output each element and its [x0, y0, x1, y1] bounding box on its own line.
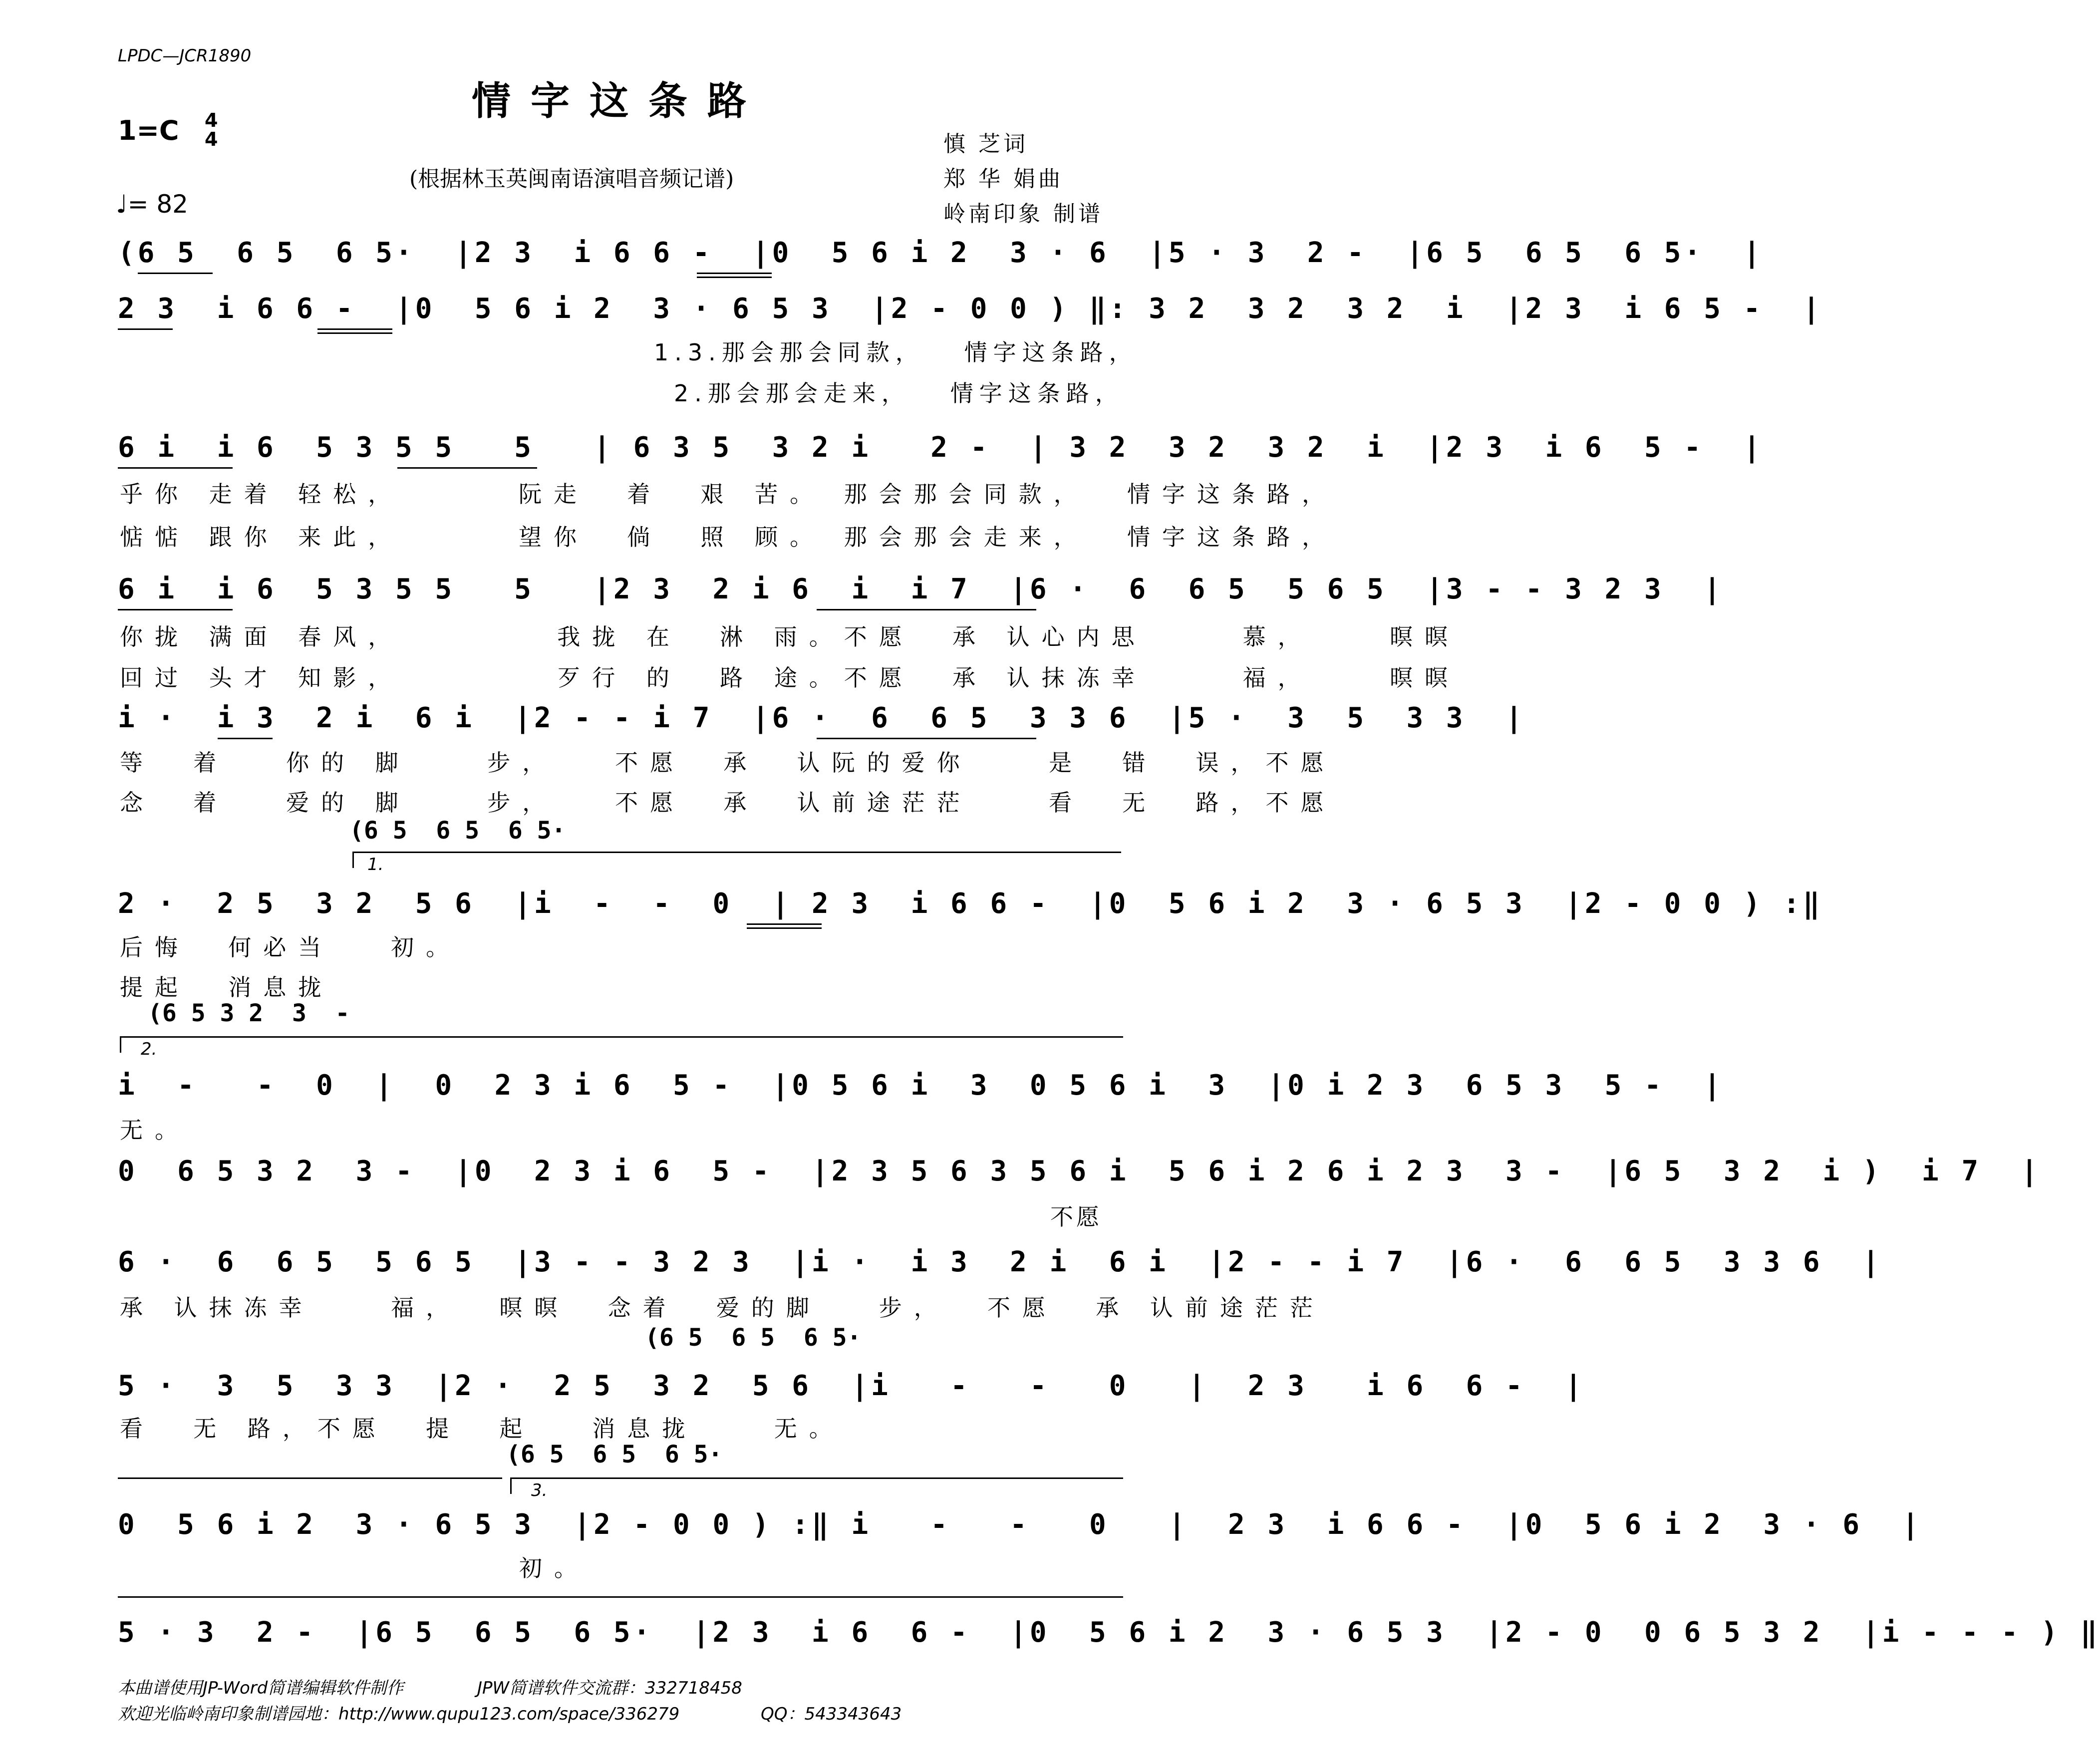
lyric-line-3b: 惦惦 跟你 来此， 望你 倘 照 顾。 那会那会走来， 情字这条路， [120, 524, 1337, 551]
notes-line: 2 · 2 5 3 2 5 6 |i - - 0 | 2 3 i 6 6 - |0 5 6 i 2 3 · 6 5 3 |2 - 0 0 ) :‖ [118, 887, 1823, 920]
lyric-verse-2-line-2: 2.那会那会走来， 情字这条路， [674, 380, 1124, 407]
notes-line: 2 3 i 6 6 - |0 5 6 i 2 3 · 6 5 3 |2 - 0 0 ) ‖: 3 2 3 2 3 2 i |2 3 i 6 5 - | [118, 292, 1823, 325]
lyric-line-6a: 后悔 何必当 初。 [120, 934, 461, 961]
notes-line: 6 i i 6 5 3 5 5 5 | 6 3 5 3 2 i 2 - | 3 2 3 2 3 2 i |2 3 i 6 5 - | [118, 431, 1764, 464]
notes-line: 5 · 3 2 - |6 5 6 5 6 5· |2 3 i 6 6 - |0 5 6 i 2 3 · 6 5 3 |2 - 0 0 6 5 3 2 |i - - - ) ‖ [118, 1616, 2100, 1649]
lyric-line-10a: 看 无 路，不愿 提 起 消息拢 无。 [120, 1415, 844, 1442]
time-signature [205, 111, 218, 149]
score-system-11 [118, 1507, 1922, 1567]
lyric-line-4a: 你拢 满面 春风， 我拢 在 淋 雨。不愿 承 认心内思 慕， 暝暝 [120, 623, 1460, 650]
section-line-end [118, 1596, 1123, 1598]
notes-line: 6 · 6 6 5 5 6 5 |3 - - 3 2 3 |i · i 3 2 i 6 i |2 - - i 7 |6 · 6 6 5 3 3 6 | [118, 1246, 1882, 1278]
volta-bracket-1 [352, 852, 1121, 853]
notes-line: 6 i i 6 5 3 5 5 5 |2 3 2 i 6 i i 7 |6 · 6 6 5 5 6 5 |3 - - 3 2 3 | [118, 573, 1724, 605]
lyric-line-6b: 提起 消息拢 [120, 974, 333, 1001]
lyric-line-9a: 承 认抹冻幸 福， 暝暝 念着 爱的脚 步， 不愿 承 认前途茫茫 [120, 1294, 1325, 1321]
section-line [118, 1477, 502, 1479]
meter-bottom: 4 [205, 128, 218, 150]
lyric-line-5a: 等 着 你的 脚 步， 不愿 承 认阮的爱你 是 错 误，不愿 [120, 749, 1336, 776]
interlude-notes-d: (6 5 6 5 6 5· [506, 1441, 723, 1468]
lyric-verse-1-3-line-2: 1.3.那会那会同款， 情字这条路， [654, 339, 1138, 366]
composer-credit: 郑 华 娟曲 [943, 166, 1063, 192]
lyric-line-3a: 乎你 走着 轻松， 阮走 着 艰 苦。 那会那会同款， 情字这条路， [120, 481, 1337, 508]
volta-label-1: 1. [367, 855, 384, 875]
volta-label-3: 3. [531, 1480, 548, 1500]
notes-line: i · i 3 2 i 6 i |2 - - i 7 |6 · 6 6 5 3 3 6 |5 · 3 5 3 3 | [118, 702, 1525, 734]
score-system-7 [118, 1068, 1724, 1128]
score-system-12 [118, 1615, 2100, 1675]
key-signature: 1=C [118, 115, 179, 146]
notes-line: 0 6 5 3 2 3 - |0 2 3 i 6 5 - |2 3 5 6 3 5 6 i 5 6 i 2 6 i 2 3 3 - |6 5 3 2 i ) i 7 | [118, 1155, 2041, 1187]
song-title: 情字这条路 [471, 78, 766, 124]
interlude-notes-a: (6 5 6 5 6 5· [349, 817, 566, 845]
meter-top: 4 [205, 109, 218, 131]
notes-line: (6 5 6 5 6 5· |2 3 i 6 6 - |0 5 6 i 2 3 · 6 |5 · 3 2 - |6 5 6 5 6 5· | [118, 237, 1764, 269]
score-system-8 [118, 1154, 2041, 1214]
lyric-line-11a: 初。 [519, 1555, 589, 1582]
lyric-line-7a: 无。 [120, 1117, 190, 1144]
arranger-credit: 岭南印象 制谱 [943, 201, 1103, 227]
lyric-line-8a: 不愿 [1050, 1203, 1102, 1230]
notes-line: 5 · 3 5 3 3 |2 · 2 5 3 2 5 6 |i - - 0 | 2 3 i 6 6 - | [118, 1370, 1585, 1402]
volta-bracket-2 [120, 1036, 1123, 1038]
volta-bracket-3 [510, 1477, 1123, 1479]
footer-qq: QQ：543343643 [761, 1704, 902, 1724]
lyric-line-4b: 回过 头才 知影， 歹行 的 路 途。不愿 承 认抹冻幸 福， 暝暝 [120, 664, 1460, 691]
notes-line: i - - 0 | 0 2 3 i 6 5 - |0 5 6 i 3 0 5 6 i 3 |0 i 2 3 6 5 3 5 - | [118, 1069, 1724, 1102]
footer-software: 本曲谱使用JP-Word简谱编辑软件制作 [118, 1678, 404, 1698]
footer-qq-group: JPW简谱软件交流群：332718458 [477, 1678, 742, 1698]
lyric-line-5b: 念 着 爱的 脚 步， 不愿 承 认前途茫茫 看 无 路，不愿 [120, 789, 1336, 816]
footer-website: 欢迎光临岭南印象制谱园地：http://www.qupu123.com/space/336279 [118, 1704, 680, 1724]
subtitle: (根据林玉英闽南语演唱音频记谱) [409, 166, 734, 192]
score-system-1 [118, 236, 1764, 295]
interlude-notes-c: (6 5 6 5 6 5· [645, 1324, 862, 1352]
volta-label-2: 2. [141, 1039, 157, 1059]
interlude-notes-b: (6 5 3 2 3 - [148, 999, 350, 1027]
lyricist-credit: 慎 芝词 [943, 131, 1028, 157]
tempo-marking: ♩= 82 [116, 190, 188, 219]
notes-line: 0 5 6 i 2 3 · 6 5 3 |2 - 0 0 ) :‖ i - - 0 | 2 3 i 6 6 - |0 5 6 i 2 3 · 6 | [118, 1508, 1922, 1541]
score-code: LPDC—JCR1890 [118, 46, 252, 66]
